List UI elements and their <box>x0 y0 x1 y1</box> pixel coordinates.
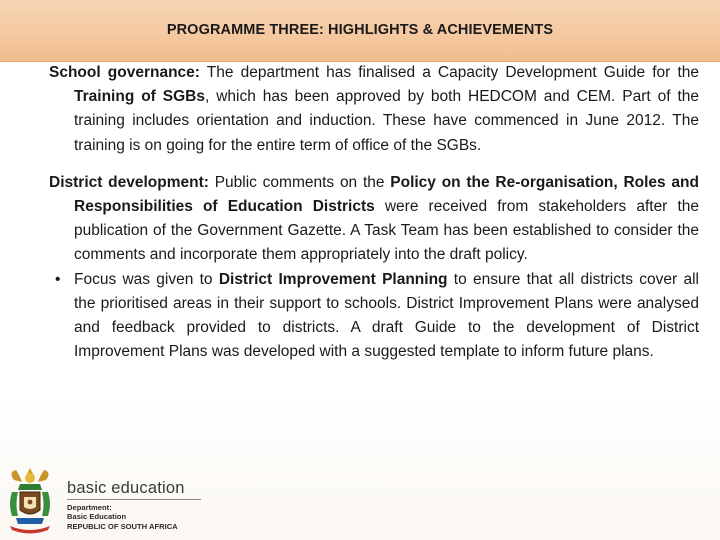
slide-content <box>49 61 699 364</box>
slide-title: PROGRAMME THREE: HIGHLIGHTS & ACHIEVEMENTS <box>166 22 554 38</box>
bullet-paragraph <box>74 268 699 365</box>
logo-line-basic-education: Basic Education <box>67 512 127 522</box>
district-development-paragraph <box>49 171 699 268</box>
logo-line-department: Department: <box>67 503 112 512</box>
district-text-2: were received from stakeholders after the publication of the Government Gazette. A Task Team has been established to consider the comments and incorporate them appropriately into the draft policy. <box>74 198 699 264</box>
school-text-2: , which has been approved by both HEDCOM and CEM. Part of the training includes orientation and induction. These have commenced in June 2012. The training is on going for the entire term of office of the SGBs. <box>74 88 700 154</box>
school-governance-paragraph <box>49 61 699 158</box>
district-development-heading: District development: <box>49 173 209 191</box>
bullet-text-1: Focus was given to <box>74 270 219 288</box>
district-text-1: Public comments on the <box>208 173 391 191</box>
school-text-1: The department has finalised a Capacity Development Guide for the <box>199 64 699 81</box>
bullet-marker: • <box>55 270 61 288</box>
district-improvement-planning-emphasis: District Improvement Planning <box>218 270 448 288</box>
district-planning-bullet <box>49 268 699 365</box>
bullet-text-2: to ensure that all districts cover all the prioritised areas in their support to schools. District Improvement Plans were analysed and feedback provided to districts. A draft Guide to the development of District Improvement Plans was developed with a suggested template to inform future plans. <box>74 270 699 361</box>
department-logo <box>0 462 210 540</box>
school-governance-heading: School governance: <box>49 64 200 81</box>
logo-text-block <box>67 503 178 531</box>
logo-divider <box>67 499 201 500</box>
district-policy-emphasis: Policy on the Re-organisation, Roles and Responsibilities of Education Districts <box>74 173 699 216</box>
logo-line-republic: REPUBLIC OF SOUTH AFRICA <box>67 521 178 531</box>
sgb-training-emphasis: Training of SGBs <box>74 88 205 106</box>
coat-of-arms-icon <box>2 464 58 538</box>
logo-name: basic education <box>67 479 185 497</box>
